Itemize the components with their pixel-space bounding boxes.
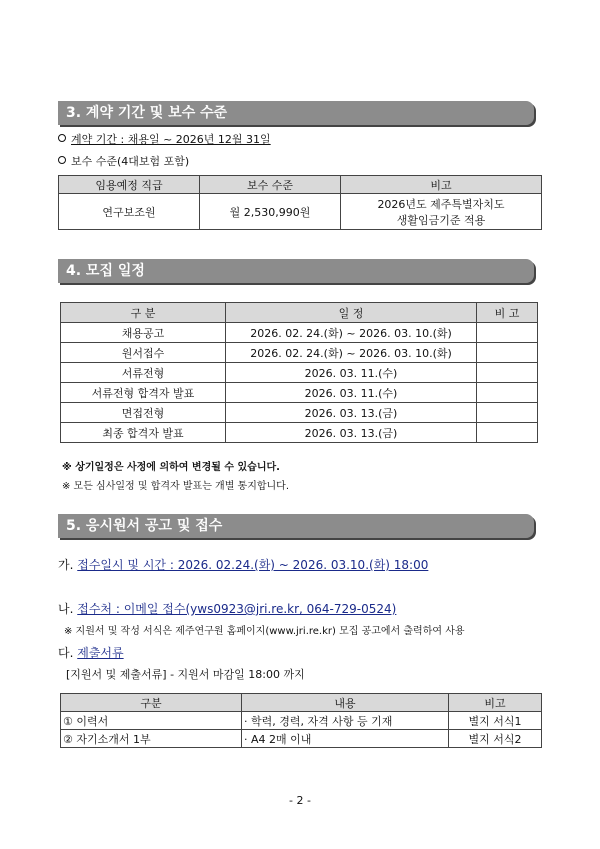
schedule-col-header: 일 정 [226, 303, 477, 323]
schedule-cell [477, 403, 538, 423]
schedule-col-header: 비 고 [477, 303, 538, 323]
section-5-header: 5. 응시원서 공고 및 접수 [58, 514, 534, 538]
schedule-cell [477, 363, 538, 383]
page-number: - 2 - [289, 794, 311, 807]
schedule-cell: 면접전형 [61, 403, 226, 423]
documents-table [60, 693, 542, 748]
salary-col-header: 보수 수준 [200, 176, 341, 194]
salary-bullet [58, 153, 189, 169]
salary-note-line: 2026년도 제주특별자치도 [377, 197, 505, 211]
section-4-header: 4. 모집 일정 [58, 259, 534, 283]
documents-title: 제출서류 [77, 646, 124, 660]
salary-cell: 연구보조원 [59, 194, 200, 230]
item-prefix: 다. [58, 646, 74, 660]
documents-col-header: 구분 [61, 694, 242, 712]
salary-table [58, 175, 542, 230]
salary-note-line: 생활임금기준 적용 [396, 213, 486, 227]
schedule-cell: 서류전형 [61, 363, 226, 383]
salary-cell: 월 2,530,990원 [200, 194, 341, 230]
schedule-change-note: ※ 상기일정은 사정에 의하여 변경될 수 있습니다. [62, 462, 280, 473]
schedule-cell: 2026. 03. 13.(금) [226, 423, 477, 443]
salary-col-header: 임용예정 직급 [59, 176, 200, 194]
contract-period-text: 계약 기간 : 채용일 ~ 2026년 12월 31일 [71, 133, 271, 146]
documents-cell: 별지 서식2 [449, 730, 542, 748]
schedule-cell: 채용공고 [61, 323, 226, 343]
schedule-col-header: 구 분 [61, 303, 226, 323]
schedule-cell: 최종 합격자 발표 [61, 423, 226, 443]
item-prefix: 가. [58, 558, 74, 572]
circle-bullet-icon [58, 134, 66, 142]
section-3-header: 3. 계약 기간 및 보수 수준 [58, 101, 534, 125]
documents-cell: ① 이력서 [61, 712, 242, 730]
salary-col-header: 비고 [341, 176, 542, 194]
documents-col-header: 비고 [449, 694, 542, 712]
receipt-place-text: 접수처 : 이메일 접수(yws0923@jri.re.kr, 064-729-0524) [77, 602, 397, 616]
form-download-note: ※ 지원서 및 작성 서식은 제주연구원 홈페이지(www.jri.re.kr) 모집 공고에서 출력하여 사용 [64, 626, 465, 637]
item-prefix: 나. [58, 602, 74, 616]
documents-cell: 별지 서식1 [449, 712, 542, 730]
schedule-table [60, 302, 538, 443]
salary-note-cell [341, 194, 542, 230]
documents-cell: · A4 2매 이내 [242, 730, 449, 748]
schedule-cell [477, 383, 538, 403]
schedule-cell: 서류전형 합격자 발표 [61, 383, 226, 403]
contract-period-bullet [58, 131, 271, 147]
circle-bullet-icon [58, 156, 66, 164]
schedule-cell: 2026. 03. 11.(수) [226, 363, 477, 383]
notification-note: ※ 모든 심사일정 및 합격자 발표는 개별 통지합니다. [62, 481, 290, 492]
schedule-cell [477, 323, 538, 343]
documents-col-header: 내용 [242, 694, 449, 712]
documents-cell: ② 자기소개서 1부 [61, 730, 242, 748]
receipt-period-line [58, 556, 428, 573]
schedule-cell: 2026. 02. 24.(화) ~ 2026. 03. 10.(화) [226, 343, 477, 363]
schedule-cell [477, 343, 538, 363]
receipt-period-text: 접수일시 및 시간 : 2026. 02.24.(화) ~ 2026. 03.10.(화) 18:00 [77, 558, 429, 572]
documents-caption: [지원서 및 제출서류] - 지원서 마감일 18:00 까지 [66, 668, 305, 681]
receipt-place-line [58, 600, 396, 617]
schedule-cell: 2026. 03. 13.(금) [226, 403, 477, 423]
schedule-cell [477, 423, 538, 443]
salary-text: 보수 수준(4대보험 포함) [71, 155, 190, 168]
schedule-cell: 원서접수 [61, 343, 226, 363]
schedule-cell: 2026. 02. 24.(화) ~ 2026. 03. 10.(화) [226, 323, 477, 343]
documents-line [58, 644, 124, 661]
schedule-cell: 2026. 03. 11.(수) [226, 383, 477, 403]
documents-cell: · 학력, 경력, 자격 사항 등 기재 [242, 712, 449, 730]
